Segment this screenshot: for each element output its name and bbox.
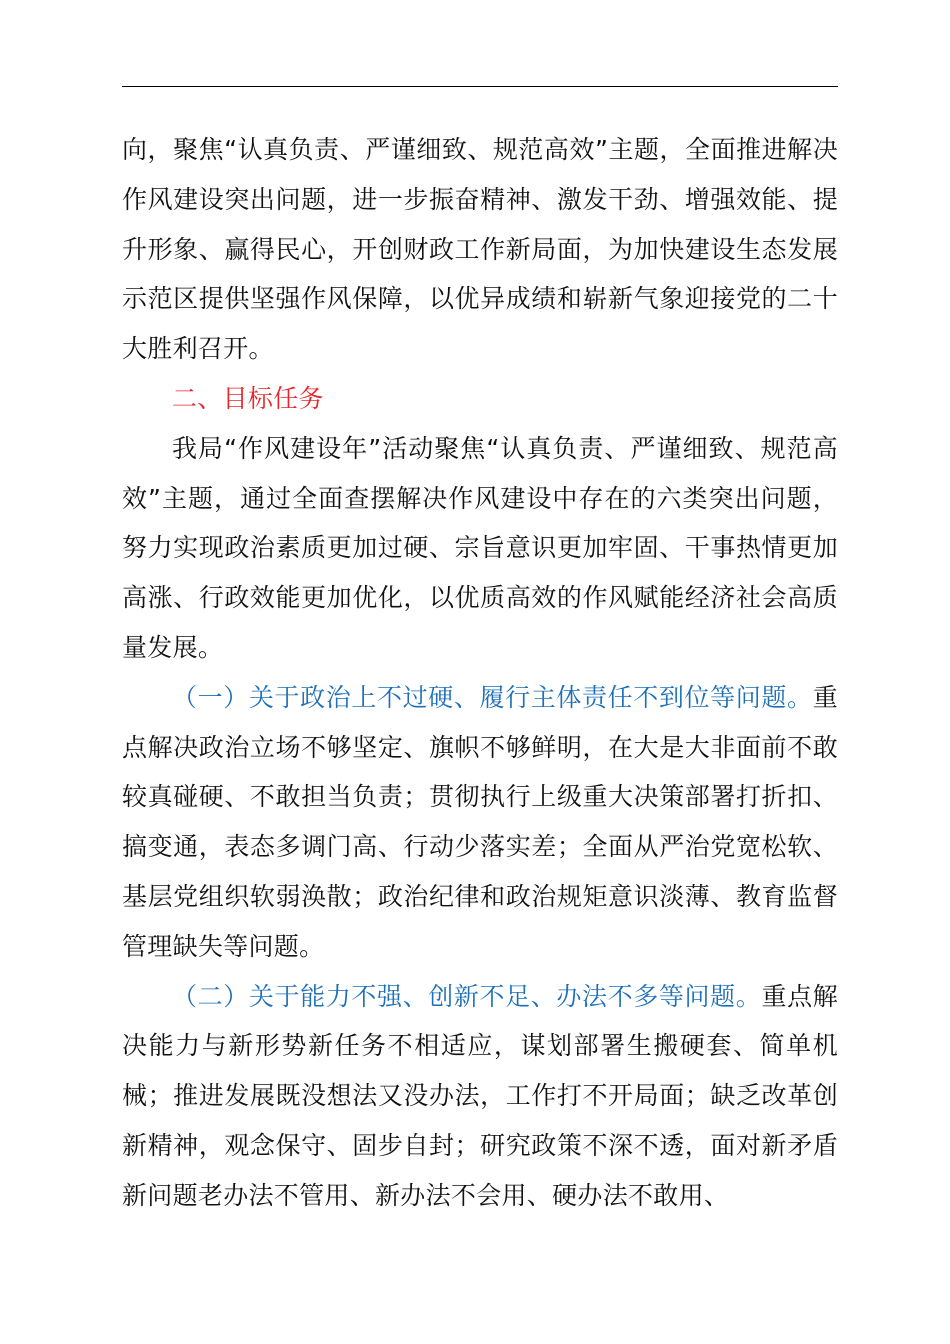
section-2-paragraph: 我局“作风建设年”活动聚焦“认真负责、严谨细致、规范高效”主题，通过全面查摆解决作风建设中存在的六类突出问题，努力实现政治素质更加过硬、宗旨意识更加牢固、干事热情更加高涨、行政效能更加优化，以优质高效的作风赋能经济社会高质量发展。: [122, 433, 838, 662]
item-2-paragraph: [122, 972, 838, 1221]
section-2-heading: 二、目标任务: [172, 383, 324, 413]
item-1-text: 重点解决政治立场不够坚定、旗帜不够鲜明，在大是大非面前不敢较真碰硬、不敢担当负责；贯彻执行上级重大决策部署打折扣、搞变通，表态多调门高、行动少落实差；全面从严治党宽松软、基层党组织软弱涣散；政治纪律和政治规矩意识淡薄、教育监督管理缺失等问题。: [122, 682, 838, 961]
header-rule: [122, 86, 838, 87]
item-1-paragraph: [122, 673, 838, 972]
item-2-text: 重点解决能力与新形势新任务不相适应，谋划部署生搬硬套、简单机械；推进发展既没想法又没办法，工作打不开局面；缺乏改革创新精神，观念保守、固步自封；研究政策不深不透，面对新矛盾新问题老办法不管用、新办法不会用、硬办法不敢用、: [122, 981, 838, 1210]
intro-paragraph: 向，聚焦“认真负责、严谨细致、规范高效”主题，全面推进解决作风建设突出问题，进一步振奋精神、激发干劲、增强效能、提升形象、赢得民心，开创财政工作新局面，为加快建设生态发展示范区提供坚强作风保障，以优异成绩和崭新气象迎接党的二十大胜利召开。: [122, 135, 838, 364]
item-1-heading: （一）关于政治上不过硬、履行主体责任不到位等问题。: [172, 682, 813, 712]
document-body: [122, 125, 838, 1221]
item-2-heading: （二）关于能力不强、创新不足、办法不多等问题。: [172, 981, 762, 1011]
